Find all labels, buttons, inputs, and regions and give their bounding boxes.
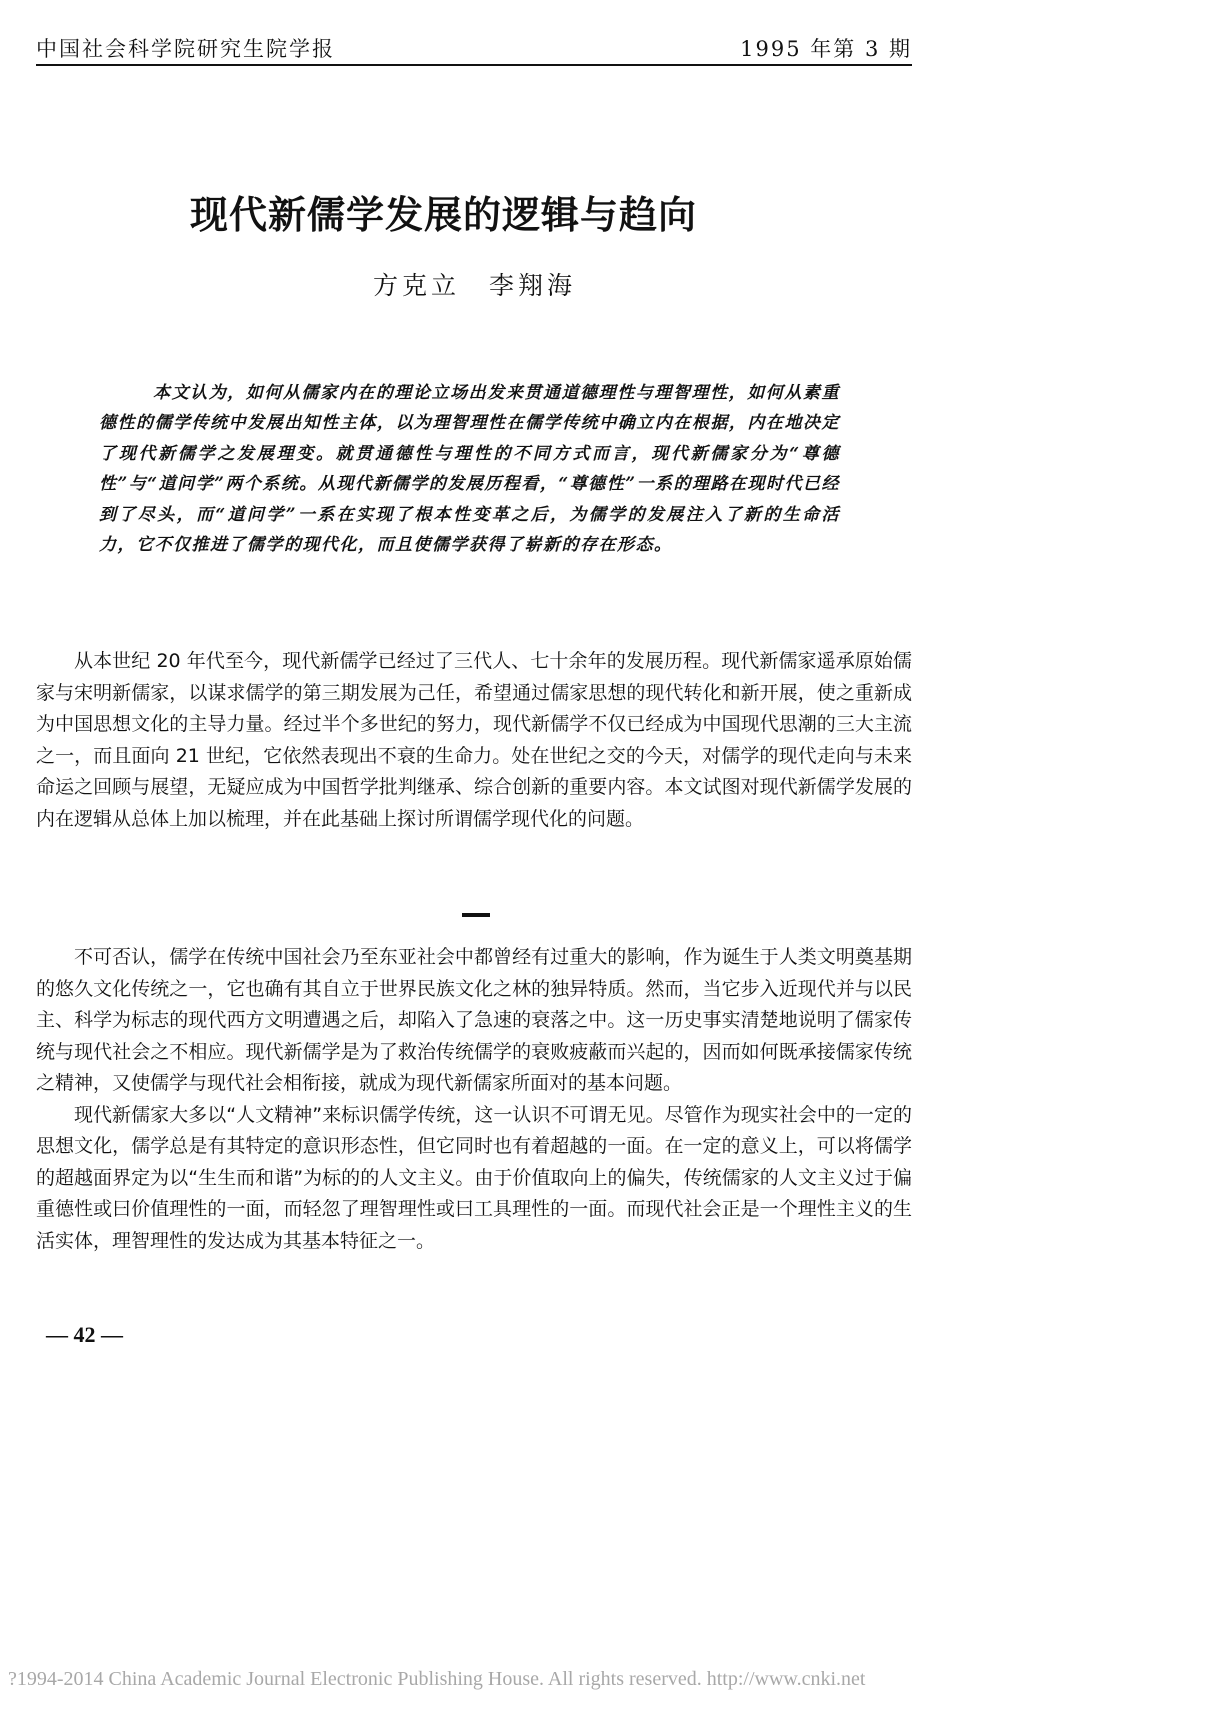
page-number: — 42 —	[46, 1322, 123, 1347]
intro-paragraph: 从本世纪 20 年代至今，现代新儒学已经过了三代人、七十余年的发展历程。现代新儒家遥承原始儒家与宋明新儒家，以谋求儒学的第三期发展为己任，希望通过儒家思想的现代转化和新开展，使之重新成为中国思想文化的主导力量。经过半个多世纪的努力，现代新儒学不仅已经成为中国现代思潮的三大主流之一，而且面向 21 世纪，它依然表现出不衰的生命力。处在世纪之交的今天，对儒学的现代走向与未来命运之回顾与展望，无疑应成为中国哲学批判继承、综合创新的重要内容。本文试图对现代新儒学发展的内在逻辑从总体上加以梳理，并在此基础上探讨所谓儒学现代化的问题。	[36, 650, 912, 830]
copyright-notice: ?1994-2014 China Academic Journal Electronic Publishing House. All rights reserved. http://www.cnki.net	[8, 1668, 866, 1690]
body-paragraph: 现代新儒家大多以“人文精神”来标识儒学传统，这一认识不可谓无见。尽管作为现实社会中的一定的思想文化，儒学总是有其特定的意识形态性，但它同时也有着超越的一面。在一定的意义上，可以将儒学的超越面界定为以“生生而和谐”为标的的人文主义。由于价值取向上的偏失，传统儒家的人文主义过于偏重德性或曰价值理性的一面，而轻忽了理智理性或曰工具理性的一面。而现代社会正是一个理性主义的生活实体，理智理性的发达成为其基本特征之一。	[36, 1103, 912, 1252]
running-header	[36, 36, 912, 66]
article-title: 现代新儒学发展的逻辑与趋向	[190, 193, 698, 237]
intro-section	[36, 646, 912, 835]
section-1	[36, 942, 912, 1257]
journal-name: 中国社会科学院研究生院学报	[36, 37, 335, 61]
article-authors: 方克立 李翔海	[373, 271, 577, 300]
section-number	[462, 913, 490, 917]
issue-number: 1995 年第 3 期	[740, 37, 912, 61]
abstract: 本文认为，如何从儒家内在的理论立场出发来贯通道德理性与理智理性，如何从素重德性的儒学传统中发展出知性主体，以为理智理性在儒学传统中确立内在根据，内在地决定了现代新儒学之发展理变。就贯通德性与理性的不同方式而言，现代新儒家分为“尊德性”与“道问学”两个系统。从现代新儒学的发展历程看，“尊德性”一系的理路在现时代已经到了尽头，而“道问学”一系在实现了根本性变革之后，为儒学的发展注入了新的生命活力，它不仅推进了儒学的现代化，而且使儒学获得了崭新的存在形态。	[99, 383, 840, 556]
body-paragraph: 不可否认，儒学在传统中国社会乃至东亚社会中都曾经有过重大的影响，作为诞生于人类文明奠基期的悠久文化传统之一，它也确有其自立于世界民族文化之林的独异特质。然而，当它步入近现代并与以民主、科学为标志的现代西方文明遭遇之后，却陷入了急速的衰落之中。这一历史事实清楚地说明了儒家传统与现代社会之不相应。现代新儒学是为了救治传统儒学的衰败疲蔽而兴起的，因而如何既承接儒家传统之精神，又使儒学与现代社会相衔接，就成为现代新儒家所面对的基本问题。	[36, 946, 912, 1094]
